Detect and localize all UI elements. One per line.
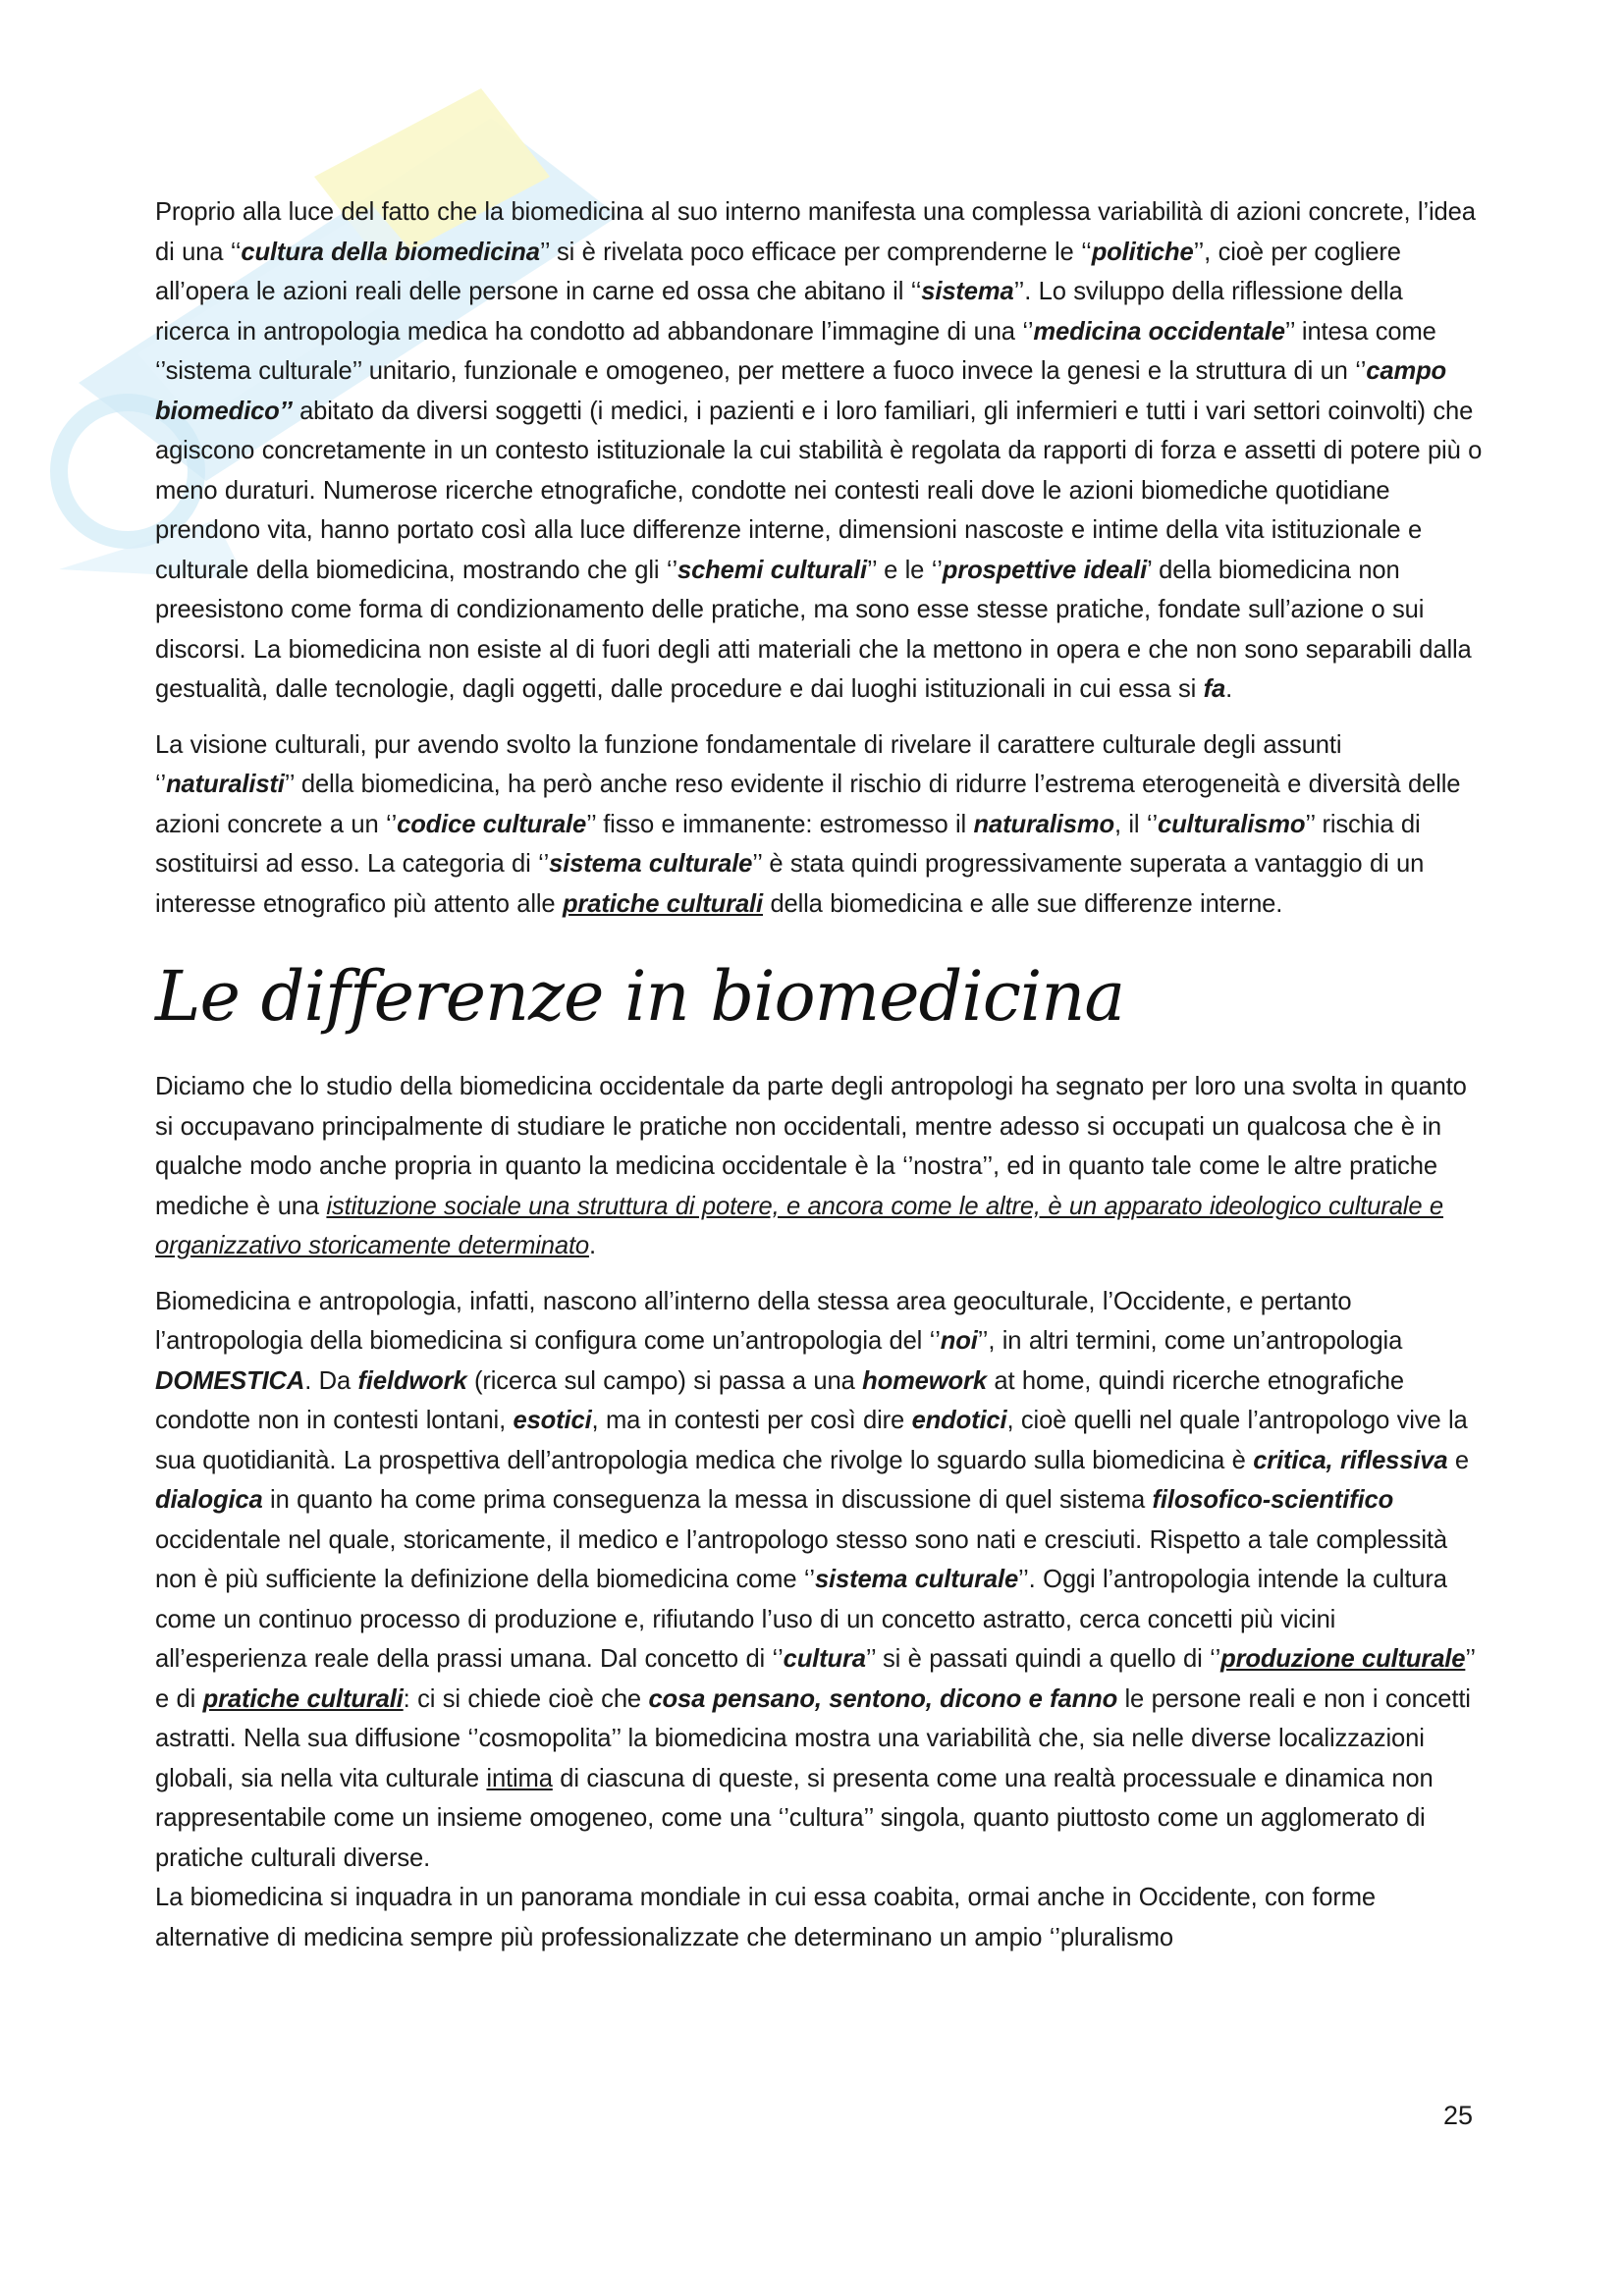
underlined-text: intima: [486, 1764, 553, 1792]
emphasis: cultura: [783, 1645, 866, 1673]
text-run: ’’. Lo sviluppo della riflessione della ricerca in antropologia medica ha condotto ad abbandonare l’immagine di una ‘’: [155, 278, 1403, 346]
text-run: ’’, in altri termini, come un’antropologia: [977, 1327, 1403, 1355]
emphasis: campo biomedico’’: [155, 357, 1447, 425]
text-run: ’’ e le ‘’: [866, 556, 943, 584]
paragraph-1: [155, 192, 1483, 710]
text-run: ’’ fisso e immanente: estromesso il: [586, 810, 974, 838]
text-run: ’’, cioè per cogliere all’opera le azioni reali delle persone in carne ed ossa che abitano il ‘‘: [155, 238, 1401, 305]
text-run: ’’ rischia di sostituirsi ad esso. La categoria di ‘’: [155, 810, 1421, 878]
page-number: 25: [1443, 2101, 1474, 2130]
text-run: occidentale nel quale, storicamente, il medico e l’antropologo stesso sono nati e cresciuti. Rispetto a tale complessità non è più sufficiente la definizione della biomedicina come ‘’: [155, 1525, 1447, 1593]
paragraph-2: [155, 725, 1483, 925]
text-run: , ma in contesti per così dire: [591, 1407, 912, 1434]
emphasis: fa: [1203, 675, 1226, 703]
emphasis: naturalismo: [973, 810, 1114, 838]
emphasis: naturalisti: [166, 771, 285, 798]
emphasis: sistema culturale: [549, 850, 753, 878]
text-run: abitato da diversi soggetti (i medici, i pazienti e i loro familiari, gli infermieri e tutti i vari settori coinvolti) che agiscono concretamente in un contesto istituzionale la cui stabilità è regolata da rapporti di forza e assetti di potere più o meno duraturi. Numerose ricerche etnografiche, condotte nei contesti reali dove le azioni biomediche quotidiane prendono vita, hanno portato così alla luce differenze interne, dimensioni nascoste e intime della vita istituzionale e culturale della biomedicina, mostrando che gli ‘’: [155, 397, 1483, 584]
text-run: , il ‘’: [1113, 810, 1158, 838]
text-run: di ciascuna di queste, si presenta come una realtà processuale e dinamica non rappresentabile come un insieme omogeneo, come una ‘’cultura’’ singola, quanto piuttosto come un agglomerato di pratiche culturali diverse.: [155, 1764, 1434, 1872]
underlined-italic: istituzione sociale una struttura di potere, e ancora come le altre, è un apparato ideologico culturale e organizzativo storicamente determinato: [155, 1192, 1443, 1259]
text-run: ’’ della biomedicina, ha però anche reso evidente il rischio di ridurre l’estrema eterogeneità e diversità delle azioni concrete a un ‘’: [155, 771, 1461, 838]
paragraph-3: [155, 1067, 1483, 1266]
paragraph-4: [155, 1282, 1483, 1879]
emphasis-underlined: pratiche culturali: [562, 889, 763, 918]
emphasis: endotici: [911, 1407, 1007, 1434]
text-run: : ci si chiede cioè che: [403, 1684, 649, 1713]
emphasis: culturalismo: [1157, 810, 1306, 838]
text-run: Diciamo che lo studio della biomedicina occidentale da parte degli antropologi ha segnato per loro una svolta in quanto si occupavano principalmente di studiare le pratiche non occidentali, mentre adesso si occupati un qualcosa che è in qualche modo anche propria in quanto la medicina occidentale è la ‘’nostra’’, ed in quanto tale come le altre pratiche mediche è una: [155, 1073, 1467, 1220]
text-run: ’’ si è passati quindi a quello di ‘’: [865, 1645, 1221, 1673]
emphasis: homework: [862, 1366, 987, 1395]
text-run: , cioè quelli nel quale l’antropologo vive la sua quotidianità. La prospettiva dell’antropologia medica che rivolge lo sguardo sulla biomedicina è: [155, 1407, 1468, 1474]
emphasis: codice culturale: [397, 810, 587, 838]
section-heading: Le differenze in biomedicina: [155, 956, 1125, 1037]
text-run: Proprio alla luce del fatto che la biomedicina al suo interno manifesta una complessa variabilità di azioni concrete, l’idea di una ‘‘: [155, 198, 1476, 266]
text-run: La biomedicina si inquadra in un panorama mondiale in cui essa coabita, ormai anche in Occidente, con forme alternative di medicina sempre più professionalizzate che determinano un ampio ‘’pluralismo: [155, 1884, 1376, 1951]
emphasis: cultura della biomedicina: [241, 238, 540, 266]
emphasis: critica, riflessiva: [1253, 1446, 1448, 1474]
emphasis-underlined: produzione culturale: [1220, 1645, 1466, 1673]
emphasis: filosofico-scientifico: [1152, 1486, 1394, 1514]
text-run: e: [1447, 1446, 1469, 1474]
emphasis: fieldwork: [357, 1366, 467, 1395]
text-run: .: [589, 1232, 596, 1259]
text-run: ’’ e di: [155, 1645, 1476, 1713]
text-run: .: [1225, 675, 1233, 703]
emphasis: esotici: [513, 1407, 592, 1434]
text-run: ’ della biomedicina non preesistono come forma di condizionamento delle pratiche, ma sono esse stesse pratiche, fondate sull’azione o sui discorsi. La biomedicina non esiste al di fuori degli atti materiali che la mettono in opera e che non sono separabili dalla gestualità, dalle tecnologie, dagli oggetti, dalle procedure e dai luoghi istituzionali in cui essa si: [155, 556, 1472, 703]
text-run: ’’. Oggi l’antropologia intende la cultura come un continuo processo di produzione e, rifiutando l’uso di un concetto astratto, cerca concetti più vicini all’esperienza reale della prassi umana. Dal concetto di ‘’: [155, 1566, 1447, 1673]
text-run: at home, quindi ricerche etnografiche condotte non in contesti lontani,: [155, 1366, 1404, 1434]
text-run: (ricerca sul campo) si passa a una: [466, 1366, 863, 1395]
emphasis-underlined: pratiche culturali: [202, 1684, 404, 1713]
document-body: [155, 192, 1483, 1957]
text-run: della biomedicina e alle sue differenze interne.: [762, 889, 1283, 918]
text-run: Biomedicina e antropologia, infatti, nascono all’interno della stessa area geoculturale, l’Occidente, e pertanto l’antropologia della biomedicina si configura come un’antropologia del ‘’: [155, 1287, 1352, 1355]
text-run: ’’ è stata quindi progressivamente superata a vantaggio di un interesse etnografico più attento alle: [155, 850, 1425, 918]
emphasis: cosa pensano, sentono, dicono e fanno: [648, 1684, 1118, 1713]
emphasis: politiche: [1091, 238, 1194, 266]
text-run: in quanto ha come prima conseguenza la messa in discussione di quel sistema: [262, 1486, 1153, 1514]
emphasis: medicina occidentale: [1033, 317, 1285, 346]
text-run: le persone reali e non i concetti astratti. Nella sua diffusione ‘’cosmopolita’’ la biomedicina mostra una variabilità che, sia nelle diverse localizzazioni globali, sia nella vita culturale: [155, 1684, 1471, 1792]
emphasis: dialogica: [155, 1486, 263, 1514]
emphasis: sistema: [921, 278, 1014, 305]
text-run: ’’ si è rivelata poco efficace per comprenderne le ‘‘: [539, 238, 1092, 266]
paragraph-5: [155, 1878, 1483, 1957]
emphasis: noi: [940, 1327, 978, 1355]
emphasis: schemi culturali: [677, 556, 867, 584]
emphasis: DOMESTICA: [155, 1366, 305, 1395]
text-run: La visione culturali, pur avendo svolto la funzione fondamentale di rivelare il carattere culturale degli assunti ‘’: [155, 730, 1342, 798]
text-run: ’’ intesa come ‘’sistema culturale’’ unitario, funzionale e omogeneo, per mettere a fuoco invece la genesi e la struttura di un ‘’: [155, 317, 1436, 385]
emphasis: prospettive ideali: [942, 556, 1148, 584]
text-run: . Da: [304, 1366, 358, 1395]
emphasis: sistema culturale: [814, 1566, 1019, 1593]
